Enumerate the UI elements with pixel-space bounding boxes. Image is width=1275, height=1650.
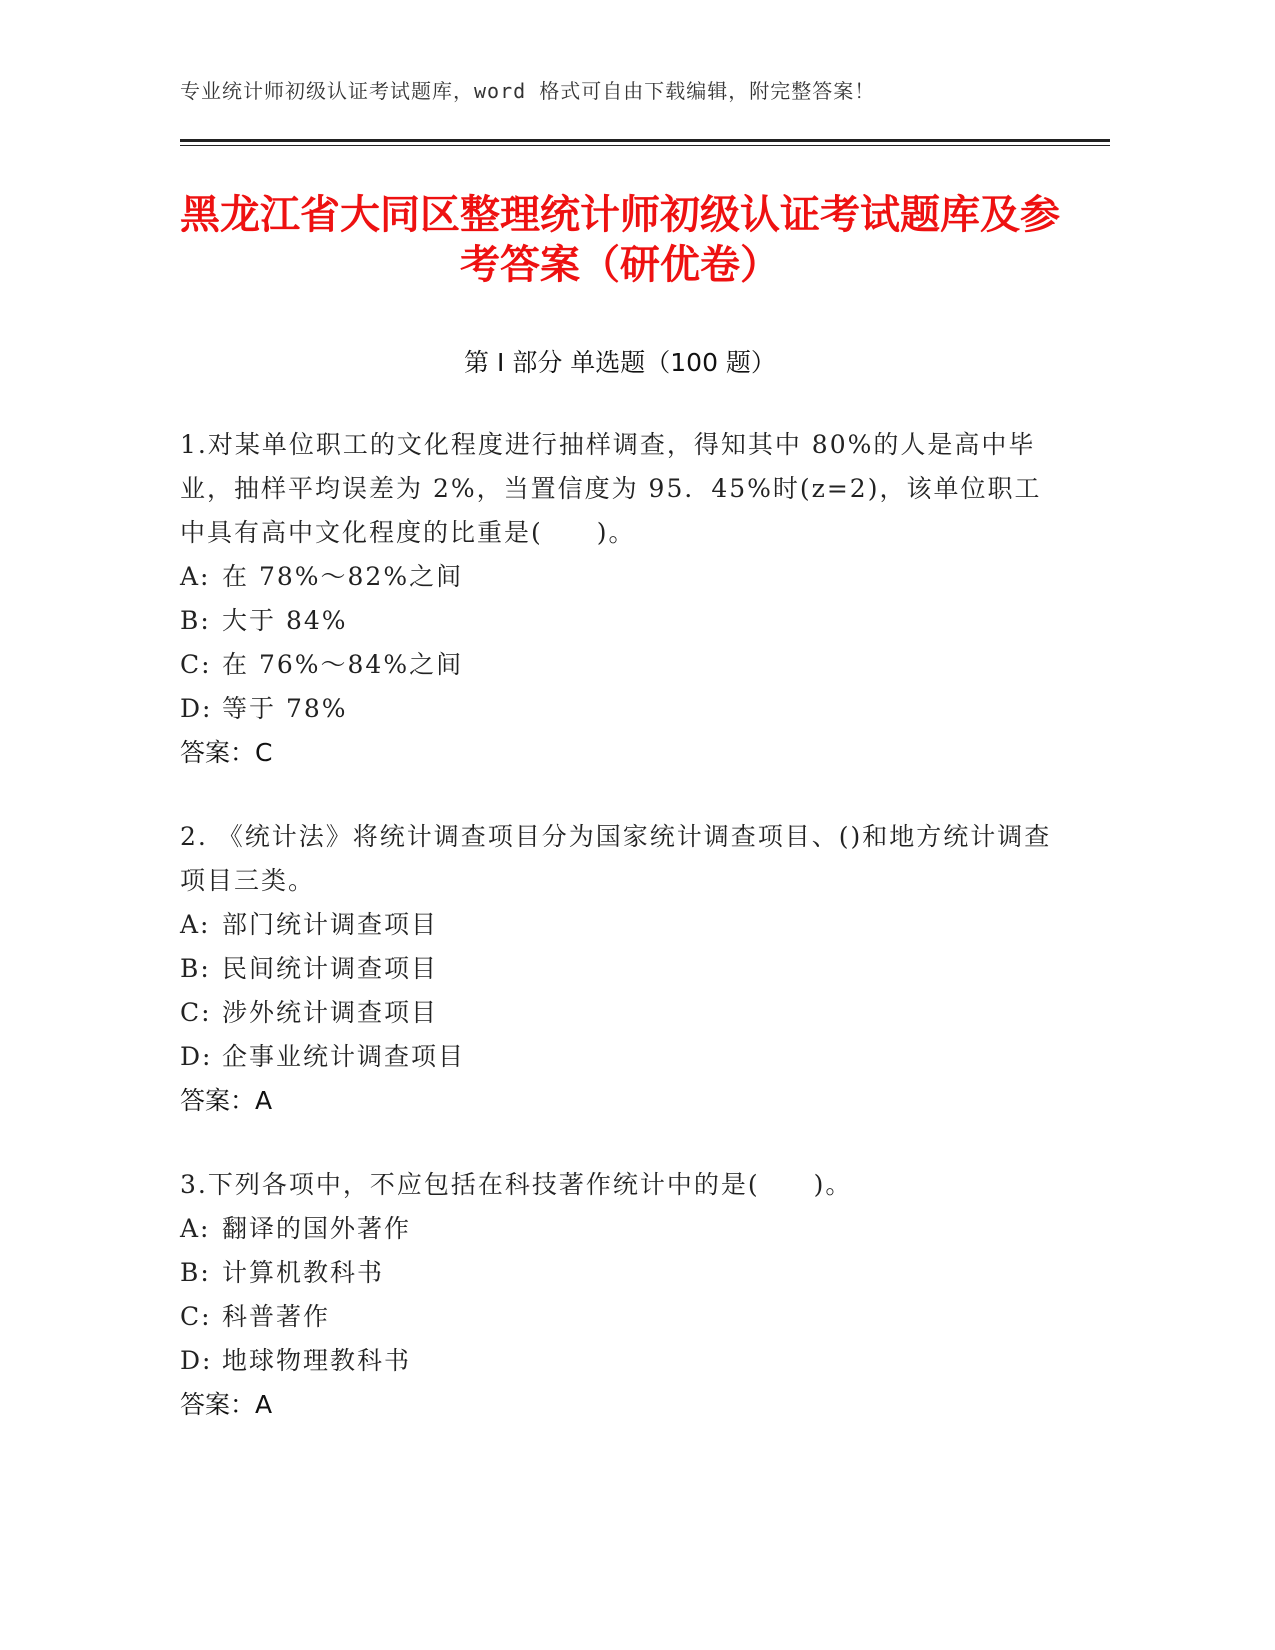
option-c <box>180 991 1060 1035</box>
option-b <box>180 947 1060 991</box>
question-1 <box>180 423 1060 775</box>
question-2 <box>180 815 1060 1123</box>
section-heading: 第 I 部分 单选题（100 题） <box>464 348 776 377</box>
option-key: D: <box>180 694 213 723</box>
question-3 <box>180 1163 1060 1427</box>
option-c <box>180 643 1060 687</box>
option-key: A: <box>180 562 211 591</box>
option-text: 部门统计调查项目 <box>222 910 439 939</box>
question-text: 2. 《统计法》将统计调查项目分为国家统计调查项目、()和地方统计调查项目三类。 <box>180 822 1052 895</box>
option-key: B: <box>180 606 211 635</box>
option-text: 涉外统计调查项目 <box>222 998 439 1027</box>
option-key: C: <box>180 650 212 679</box>
option-d <box>180 687 1060 731</box>
option-key: A: <box>180 1214 211 1243</box>
option-d <box>180 1035 1060 1079</box>
answer: 答案：C <box>180 738 273 767</box>
option-a <box>180 555 1060 599</box>
header-divider-thick <box>180 139 1110 142</box>
option-b <box>180 599 1060 643</box>
question-text: 1.对某单位职工的文化程度进行抽样调查，得知其中 80%的人是高中毕业，抽样平均误差为 2%，当置信度为 95．45%时(z=2)，该单位职工中具有高中文化程度的比重是( )。 <box>180 430 1042 547</box>
option-key: D: <box>180 1042 213 1071</box>
option-text: 在 76%～84%之间 <box>222 650 464 679</box>
header-note: 专业统计师初级认证考试题库，word 格式可自由下载编辑，附完整答案！ <box>180 79 876 103</box>
option-text: 科普著作 <box>222 1302 331 1331</box>
question-text: 3.下列各项中，不应包括在科技著作统计中的是( )。 <box>180 1170 853 1199</box>
option-key: A: <box>180 910 211 939</box>
option-text: 等于 78% <box>222 694 348 723</box>
option-a <box>180 1207 1060 1251</box>
option-text: 地球物理教科书 <box>222 1346 412 1375</box>
option-a <box>180 903 1060 947</box>
option-key: C: <box>180 998 212 1027</box>
question-list <box>180 423 1060 1467</box>
option-key: D: <box>180 1346 213 1375</box>
option-c <box>180 1295 1060 1339</box>
option-text: 企事业统计调查项目 <box>222 1042 466 1071</box>
header-divider-thin <box>180 145 1110 146</box>
option-b <box>180 1251 1060 1295</box>
option-d <box>180 1339 1060 1383</box>
option-text: 民间统计调查项目 <box>222 954 439 983</box>
option-text: 大于 84% <box>222 606 348 635</box>
option-text: 计算机教科书 <box>222 1258 385 1287</box>
option-key: B: <box>180 1258 211 1287</box>
option-key: B: <box>180 954 211 983</box>
option-key: C: <box>180 1302 212 1331</box>
option-text: 翻译的国外著作 <box>222 1214 412 1243</box>
option-text: 在 78%～82%之间 <box>222 562 464 591</box>
answer: 答案：A <box>180 1390 273 1419</box>
answer: 答案：A <box>180 1086 273 1115</box>
document-title: 黑龙江省大同区整理统计师初级认证考试题库及参考答案（研优卷） <box>180 192 1060 288</box>
